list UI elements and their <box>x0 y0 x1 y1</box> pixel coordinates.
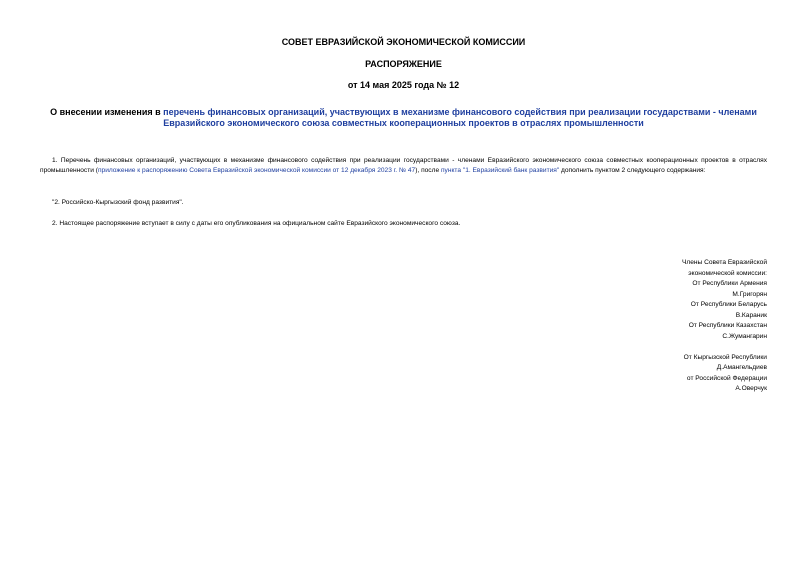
paragraph-1-end: дополнить пунктом 2 следующего содержания: <box>559 167 706 174</box>
signatory-belarus-label: От Республики Беларусь <box>690 301 767 308</box>
signatory-kazakhstan-name: С.Жумангарин <box>722 332 767 340</box>
signatory-kyrgyzstan-name: Д.Амангельдиев <box>716 364 767 371</box>
paragraph-1-quote: "2. Российско-Кыргызский фонд развития". <box>52 199 184 206</box>
document-type-title: РАСПОРЯЖЕНИЕ <box>365 59 442 69</box>
issuing-body-title: СОВЕТ ЕВРАЗИЙСКОЙ ЭКОНОМИЧЕСКОЙ КОМИССИИ <box>281 37 526 47</box>
signatory-russia-label: от Российской Федерации <box>686 374 767 382</box>
subject-prefix: О внесении изменения в <box>50 107 164 117</box>
signatory-armenia-name: М.Григорян <box>732 290 767 298</box>
item-1-link[interactable]: пункта "1. Евразийский банк развития" <box>440 167 560 174</box>
signature-intro-line-1: Члены Совета Евразийской <box>681 259 767 266</box>
document-subject <box>40 107 767 129</box>
signatory-kazakhstan-label: От Республики Казахстан <box>688 322 767 329</box>
subject-link[interactable]: перечень финансовых организаций, участвующих в механизме финансового содействия при реализации государствами - членами Евразийского экономического союза совместных кооперационных проектов в отраслях промышленности <box>163 107 757 128</box>
signatory-kyrgyzstan-label: От Кыргызской Республики <box>683 353 767 361</box>
paragraph-1-start: 1. Перечень финансовых организаций, участвующих в механизме финансового содействия при реализации государствами - членами Евразийского экономического союза совместных кооперационных проектов в отраслях промышленности ( <box>40 157 767 174</box>
signature-intro-line-2: экономической комиссии: <box>688 269 767 277</box>
appendix-link[interactable]: приложение к распоряжению Совета Евразийской экономической комиссии от 12 декабря 2023 г. № 47 <box>97 167 416 174</box>
paragraph-1-mid: ), после <box>415 167 441 174</box>
paragraph-2: 2. Настоящее распоряжение вступает в силу с даты его опубликования на официальном сайте Евразийского экономического союза. <box>52 220 461 227</box>
document-date: от 14 мая 2025 года № 12 <box>347 80 460 90</box>
signatory-armenia-label: От Республики Армения <box>692 280 767 287</box>
signatory-russia-name: А.Оверчук <box>735 385 767 392</box>
signature-block <box>547 258 767 395</box>
signatory-belarus-name: В.Караник <box>735 311 767 319</box>
paragraph-1 <box>40 156 767 176</box>
signature-spacer <box>547 342 767 353</box>
